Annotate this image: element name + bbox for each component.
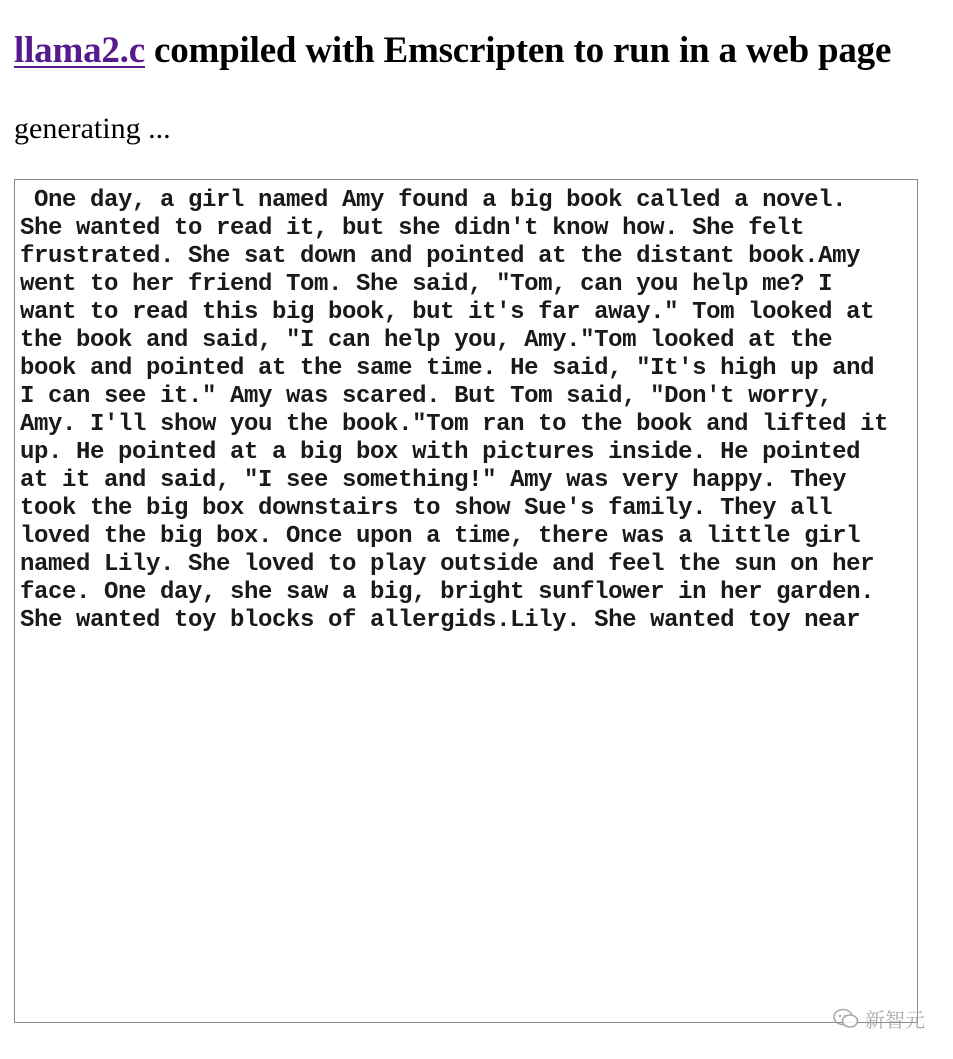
llama2c-link[interactable]: llama2.c <box>14 30 145 71</box>
chat-bubble-icon <box>833 1008 859 1030</box>
watermark <box>833 1004 925 1033</box>
watermark-text: 新智元 <box>865 1008 925 1032</box>
page-title <box>14 28 891 74</box>
page-title-text: compiled with Emscripten to run in a web page <box>144 30 892 71</box>
status-text: generating ... <box>14 112 171 145</box>
generated-story-text: One day, a girl named Amy found a big book called a novel. She wanted to read it, but she didn't know how. She felt frustrated. She sat down and pointed at the distant book.Amy went to her friend Tom. She said, "Tom, can you help me? I want to read this big book, but it's far away." Tom looked at the book and said, "I can help you, Amy."Tom looked at the book and pointed at the same time. He said, "It's high up and I can see it." Amy was scared. But Tom said, "Don't worry, Amy. I'll show you the book."Tom ran to the book and lifted it up. He pointed at a big box with pictures inside. He pointed at it and said, "I see something!" Amy was very happy. They took the big box downstairs to show Sue's family. They all loved the big box. Once upon a time, there was a little girl named Lily. She loved to play outside and feel the sun on her face. One day, she saw a big, bright sunflower in her garden. She wanted toy blocks of allergids.Lily. She wanted toy near <box>20 187 889 634</box>
output-textbox[interactable] <box>14 179 918 1023</box>
